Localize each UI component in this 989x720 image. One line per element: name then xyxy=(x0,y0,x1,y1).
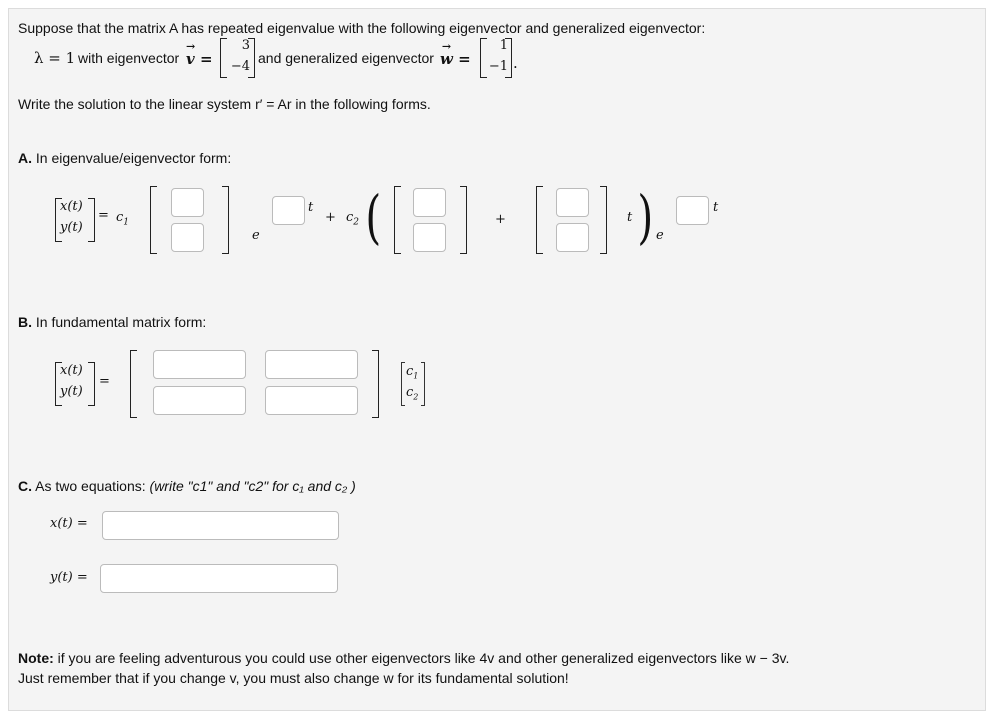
note-line-2: Just remember that if you change v, you must also change w for its fundamental solution! xyxy=(18,670,569,686)
a-vec1-bracket-left xyxy=(150,186,157,254)
a-vec3-bracket-right xyxy=(600,186,607,254)
b-matrix-r1c1-input[interactable] xyxy=(153,350,246,379)
c-x-label: x(t) = xyxy=(50,516,88,531)
b-lhs-bracket-right xyxy=(88,362,95,406)
a-c2: $c_2$ xyxy=(346,210,360,228)
b-const-bracket-left xyxy=(401,362,405,406)
b-const-c1: $c_1$ xyxy=(406,364,419,381)
a-lhs-x: x(t) xyxy=(60,199,83,214)
part-b-heading: B. In fundamental matrix form: xyxy=(18,314,207,330)
w-entry-1: 1 xyxy=(499,38,508,53)
a-vec1-entry-1-input[interactable] xyxy=(171,188,204,217)
a-exp1-input[interactable] xyxy=(272,196,305,225)
a-vec1-entry-2-input[interactable] xyxy=(171,223,204,252)
v-symbol: → v = xyxy=(186,50,213,68)
b-equals: = xyxy=(99,374,110,389)
intro-text: Suppose that the matrix A has repeated eigenvalue with the following eigenvector and generalized eigenvector: xyxy=(18,20,706,36)
part-a-heading: A. In eigenvalue/eigenvector form: xyxy=(18,150,232,166)
a-plus-2: + xyxy=(495,212,506,227)
a-vec3-entry-1-input[interactable] xyxy=(556,188,589,217)
b-lhs-y: y(t) xyxy=(60,384,83,399)
a-vec3-entry-2-input[interactable] xyxy=(556,223,589,252)
and-generalized-text: and generalized eigenvector xyxy=(258,50,434,66)
c-x-input[interactable] xyxy=(102,511,339,540)
a-plus-1: + xyxy=(325,210,336,225)
a-lhs-bracket-right xyxy=(88,198,95,242)
b-const-c2: $c_2$ xyxy=(406,385,419,402)
w-entry-2: −1 xyxy=(488,59,508,74)
a-exp2-input[interactable] xyxy=(676,196,709,225)
b-matrix-bracket-right xyxy=(372,350,379,418)
b-matrix-r2c2-input[interactable] xyxy=(265,386,358,415)
a-lhs-y: y(t) xyxy=(60,220,83,235)
a-paren-right: ) xyxy=(637,183,654,251)
b-matrix-r1c2-input[interactable] xyxy=(265,350,358,379)
period: . xyxy=(513,54,518,72)
b-matrix-r2c1-input[interactable] xyxy=(153,386,246,415)
note-line-1: Note: if you are feeling adventurous you could use other eigenvectors like 4v and other generalized eigenvectors like w − 3v. xyxy=(18,650,790,666)
a-equals: = xyxy=(98,208,109,223)
a-exp-t-2: t xyxy=(713,200,719,215)
a-vec2-entry-2-input[interactable] xyxy=(413,223,446,252)
a-c1: $c_1$ xyxy=(116,210,130,228)
v-bracket-right xyxy=(248,38,255,78)
a-vec3-bracket-left xyxy=(536,186,543,254)
w-bracket-right xyxy=(505,38,512,78)
v-entry-1: 3 xyxy=(241,38,250,53)
a-vec2-bracket-right xyxy=(460,186,467,254)
c-y-label: y(t) = xyxy=(50,570,88,585)
a-vec2-bracket-left xyxy=(394,186,401,254)
a-vec2-entry-1-input[interactable] xyxy=(413,188,446,217)
a-exp-e-1: e xyxy=(252,228,260,243)
b-lhs-x: x(t) xyxy=(60,363,83,378)
c-y-input[interactable] xyxy=(100,564,338,593)
w-symbol: → w = xyxy=(440,50,471,68)
v-entry-2: −4 xyxy=(230,59,250,74)
instruction-text: Write the solution to the linear system r′ = Ar in the following forms. xyxy=(18,96,431,112)
b-const-bracket-right xyxy=(421,362,425,406)
with-eigenvector-text: with eigenvector xyxy=(78,50,180,66)
eigenvalue: λ = 1 xyxy=(34,49,76,67)
a-paren-left: ( xyxy=(365,183,382,251)
a-exp-t-1: t xyxy=(308,200,314,215)
part-c-heading: C. As two equations: (write "c1" and "c2" for c₁ and c₂ ) xyxy=(18,478,356,494)
a-t-mult: t xyxy=(627,210,633,225)
b-matrix-bracket-left xyxy=(130,350,137,418)
a-vec1-bracket-right xyxy=(222,186,229,254)
a-exp-e-2: e xyxy=(656,228,664,243)
